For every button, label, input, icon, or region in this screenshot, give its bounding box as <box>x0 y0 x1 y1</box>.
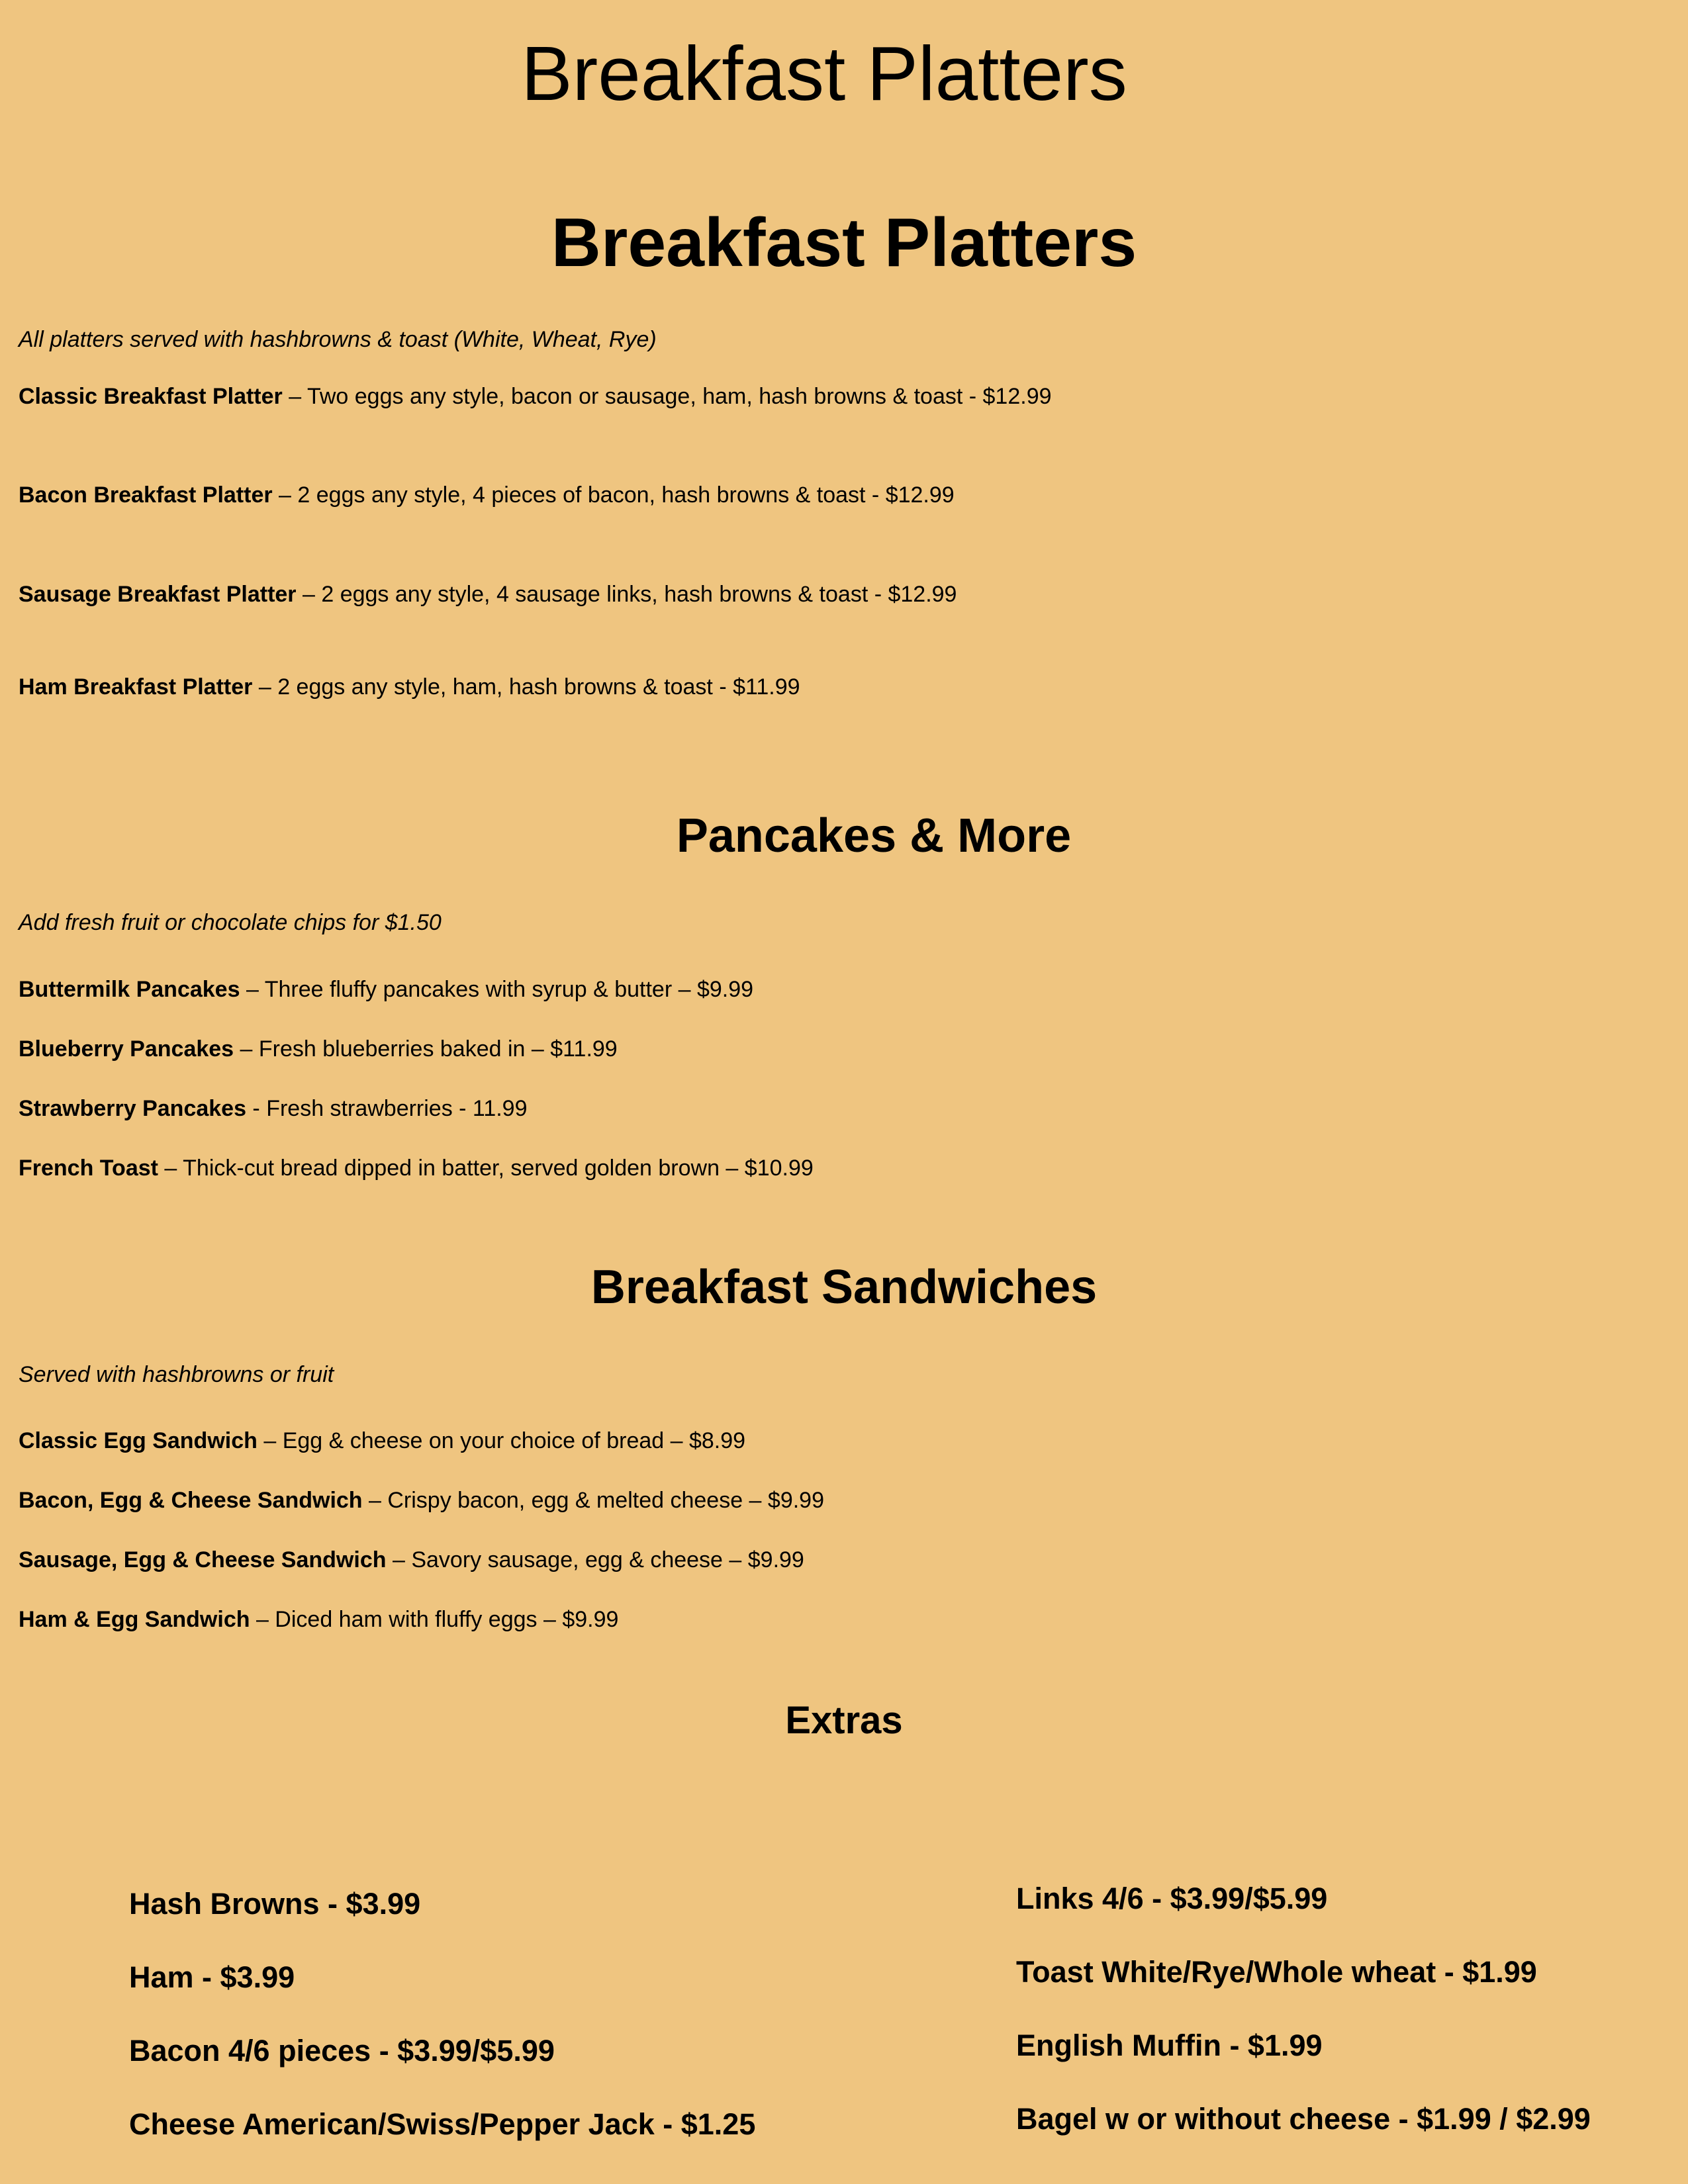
platters-note: All platters served with hashbrowns & toast (White, Wheat, Rye) <box>19 327 657 352</box>
menu-item-name: Strawberry Pancakes <box>19 1096 246 1121</box>
menu-item <box>19 482 955 509</box>
menu-item-name: Bacon Breakfast Platter <box>19 482 273 508</box>
extras-left-column <box>129 1886 755 2180</box>
extras-item: Bagel w or without cheese - $1.99 / $2.99 <box>1016 2102 1591 2136</box>
menu-item-name: Bacon, Egg & Cheese Sandwich <box>19 1488 363 1513</box>
menu-item-description: – Savory sausage, egg & cheese – $9.99 <box>386 1547 804 1572</box>
menu-item <box>19 1155 814 1182</box>
extras-right-column <box>1016 1881 1591 2175</box>
menu-item-description: – Diced ham with fluffy eggs – $9.99 <box>250 1607 619 1632</box>
menu-item <box>19 1606 618 1633</box>
menu-item-name: Classic Breakfast Platter <box>19 384 283 409</box>
sandwiches-note: Served with hashbrowns or fruit <box>19 1362 334 1387</box>
menu-item <box>19 1547 804 1574</box>
menu-item-description: – Two eggs any style, bacon or sausage, ham, hash browns & toast - $12.99 <box>282 384 1052 409</box>
menu-item-description: – Egg & cheese on your choice of bread – $8.99 <box>257 1428 746 1453</box>
menu-item-description: - Fresh strawberries - 11.99 <box>246 1096 528 1121</box>
extras-item: English Muffin - $1.99 <box>1016 2028 1323 2062</box>
menu-item-name: Sausage Breakfast Platter <box>19 582 297 607</box>
menu-item-description: – 2 eggs any style, 4 sausage links, hash browns & toast - $12.99 <box>296 582 957 607</box>
section-heading-pancakes: Pancakes & More <box>676 809 1072 862</box>
page-title: Breakfast Platters <box>521 30 1127 116</box>
menu-item-name: Ham & Egg Sandwich <box>19 1607 250 1632</box>
menu-item <box>19 581 957 608</box>
extras-item: Hash Browns - $3.99 <box>129 1887 421 1921</box>
section-heading-platters: Breakfast Platters <box>551 205 1137 281</box>
menu-item <box>19 1428 745 1455</box>
menu-item-name: Blueberry Pancakes <box>19 1036 234 1062</box>
pancakes-note: Add fresh fruit or chocolate chips for $1.50 <box>19 910 442 935</box>
menu-item-description: – 2 eggs any style, 4 pieces of bacon, hash browns & toast - $12.99 <box>272 482 955 508</box>
menu-item-description: – 2 eggs any style, ham, hash browns & toast - $11.99 <box>252 674 800 700</box>
section-heading-sandwiches: Breakfast Sandwiches <box>590 1261 1098 1314</box>
menu-item <box>19 1036 618 1063</box>
menu-item <box>19 674 800 701</box>
menu-item-name: Classic Egg Sandwich <box>19 1428 258 1453</box>
extras-item: Toast White/Rye/Whole wheat - $1.99 <box>1016 1955 1537 1989</box>
extras-item: Ham - $3.99 <box>129 1960 295 1994</box>
menu-item <box>19 1095 528 1122</box>
menu-item-name: Sausage, Egg & Cheese Sandwich <box>19 1547 387 1572</box>
menu-item-name: Ham Breakfast Platter <box>19 674 253 700</box>
menu-item-description: – Three fluffy pancakes with syrup & butter – $9.99 <box>240 977 754 1002</box>
extras-item: Bacon 4/6 pieces - $3.99/$5.99 <box>129 2034 555 2068</box>
section-heading-extras: Extras <box>785 1699 903 1742</box>
menu-item-name: French Toast <box>19 1156 158 1181</box>
menu-item <box>19 976 753 1003</box>
extras-item: Links 4/6 - $3.99/$5.99 <box>1016 1882 1328 1915</box>
menu-item-description: – Thick-cut bread dipped in batter, served golden brown – $10.99 <box>158 1156 814 1181</box>
menu-item <box>19 383 1052 410</box>
extras-item: Cheese American/Swiss/Pepper Jack - $1.25 <box>129 2107 756 2141</box>
menu-item <box>19 1487 824 1514</box>
menu-item-description: – Crispy bacon, egg & melted cheese – $9.99 <box>362 1488 824 1513</box>
menu-item-name: Buttermilk Pancakes <box>19 977 240 1002</box>
menu-item-description: – Fresh blueberries baked in – $11.99 <box>234 1036 618 1062</box>
